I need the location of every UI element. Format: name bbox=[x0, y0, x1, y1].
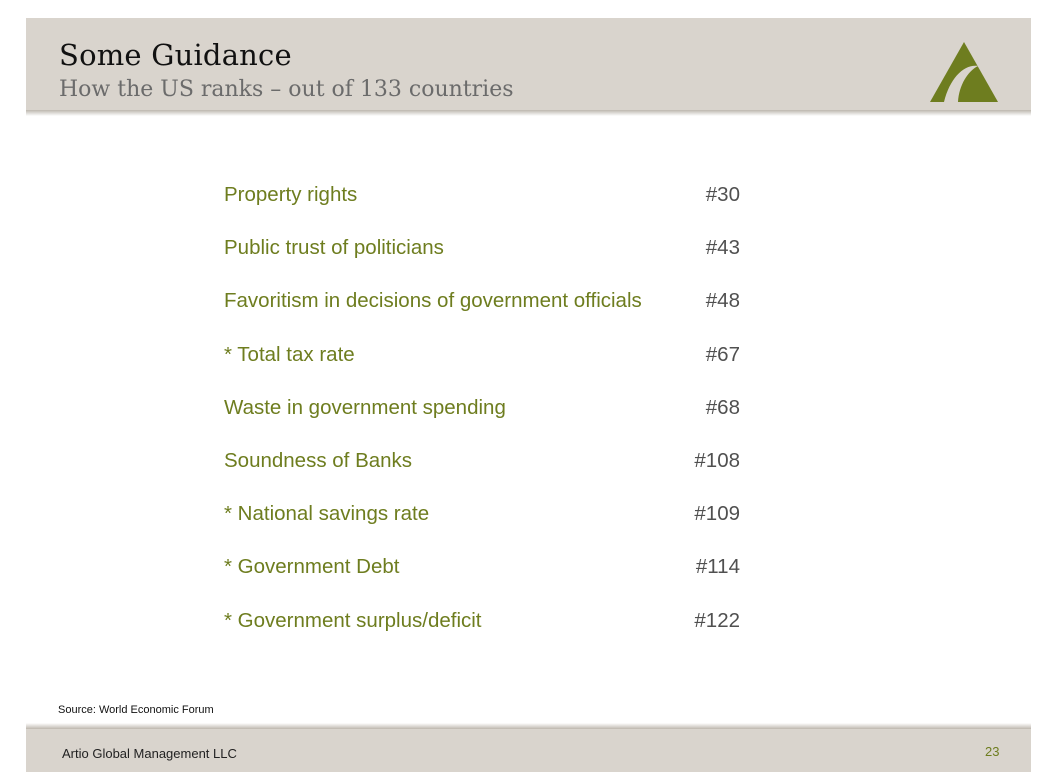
rankings-list bbox=[224, 178, 740, 657]
ranking-value: #109 bbox=[694, 502, 740, 526]
ranking-row bbox=[224, 444, 740, 497]
ranking-value: #122 bbox=[694, 608, 740, 632]
ranking-row bbox=[224, 497, 740, 550]
ranking-row bbox=[224, 231, 740, 284]
page-title: Some Guidance bbox=[59, 38, 292, 72]
ranking-value: #30 bbox=[705, 183, 740, 206]
ranking-label: * National savings rate bbox=[224, 502, 430, 526]
ranking-row bbox=[224, 338, 740, 391]
ranking-value: #114 bbox=[695, 555, 740, 579]
ranking-label: * Government surplus/deficit bbox=[224, 608, 482, 632]
ranking-label: * Government Debt bbox=[224, 555, 400, 579]
ranking-value: #108 bbox=[694, 448, 740, 472]
header-divider bbox=[26, 110, 1031, 116]
ranking-value: #68 bbox=[705, 395, 740, 419]
page-number: 23 bbox=[985, 744, 1000, 759]
ranking-label: Public trust of politicians bbox=[224, 236, 444, 260]
ranking-label: Soundness of Banks bbox=[224, 448, 413, 472]
ranking-row bbox=[224, 391, 740, 444]
page-subtitle: How the US ranks – out of 133 countries bbox=[59, 77, 514, 102]
ranking-value: #43 bbox=[705, 236, 740, 260]
company-name: Artio Global Management LLC bbox=[62, 746, 237, 761]
ranking-value: #67 bbox=[705, 342, 740, 366]
ranking-label: * Total tax rate bbox=[224, 342, 355, 366]
ranking-label: Property rights bbox=[224, 183, 358, 206]
ranking-label: Waste in government spending bbox=[224, 395, 506, 419]
ranking-row bbox=[224, 604, 740, 657]
source-note: Source: World Economic Forum bbox=[58, 704, 214, 716]
ranking-row bbox=[224, 178, 740, 231]
ranking-row bbox=[224, 550, 740, 603]
artio-triangle-logo-icon bbox=[928, 40, 1000, 104]
ranking-label: Favoritism in decisions of government officials bbox=[224, 289, 642, 313]
ranking-value: #48 bbox=[705, 289, 740, 313]
ranking-row bbox=[224, 284, 740, 337]
